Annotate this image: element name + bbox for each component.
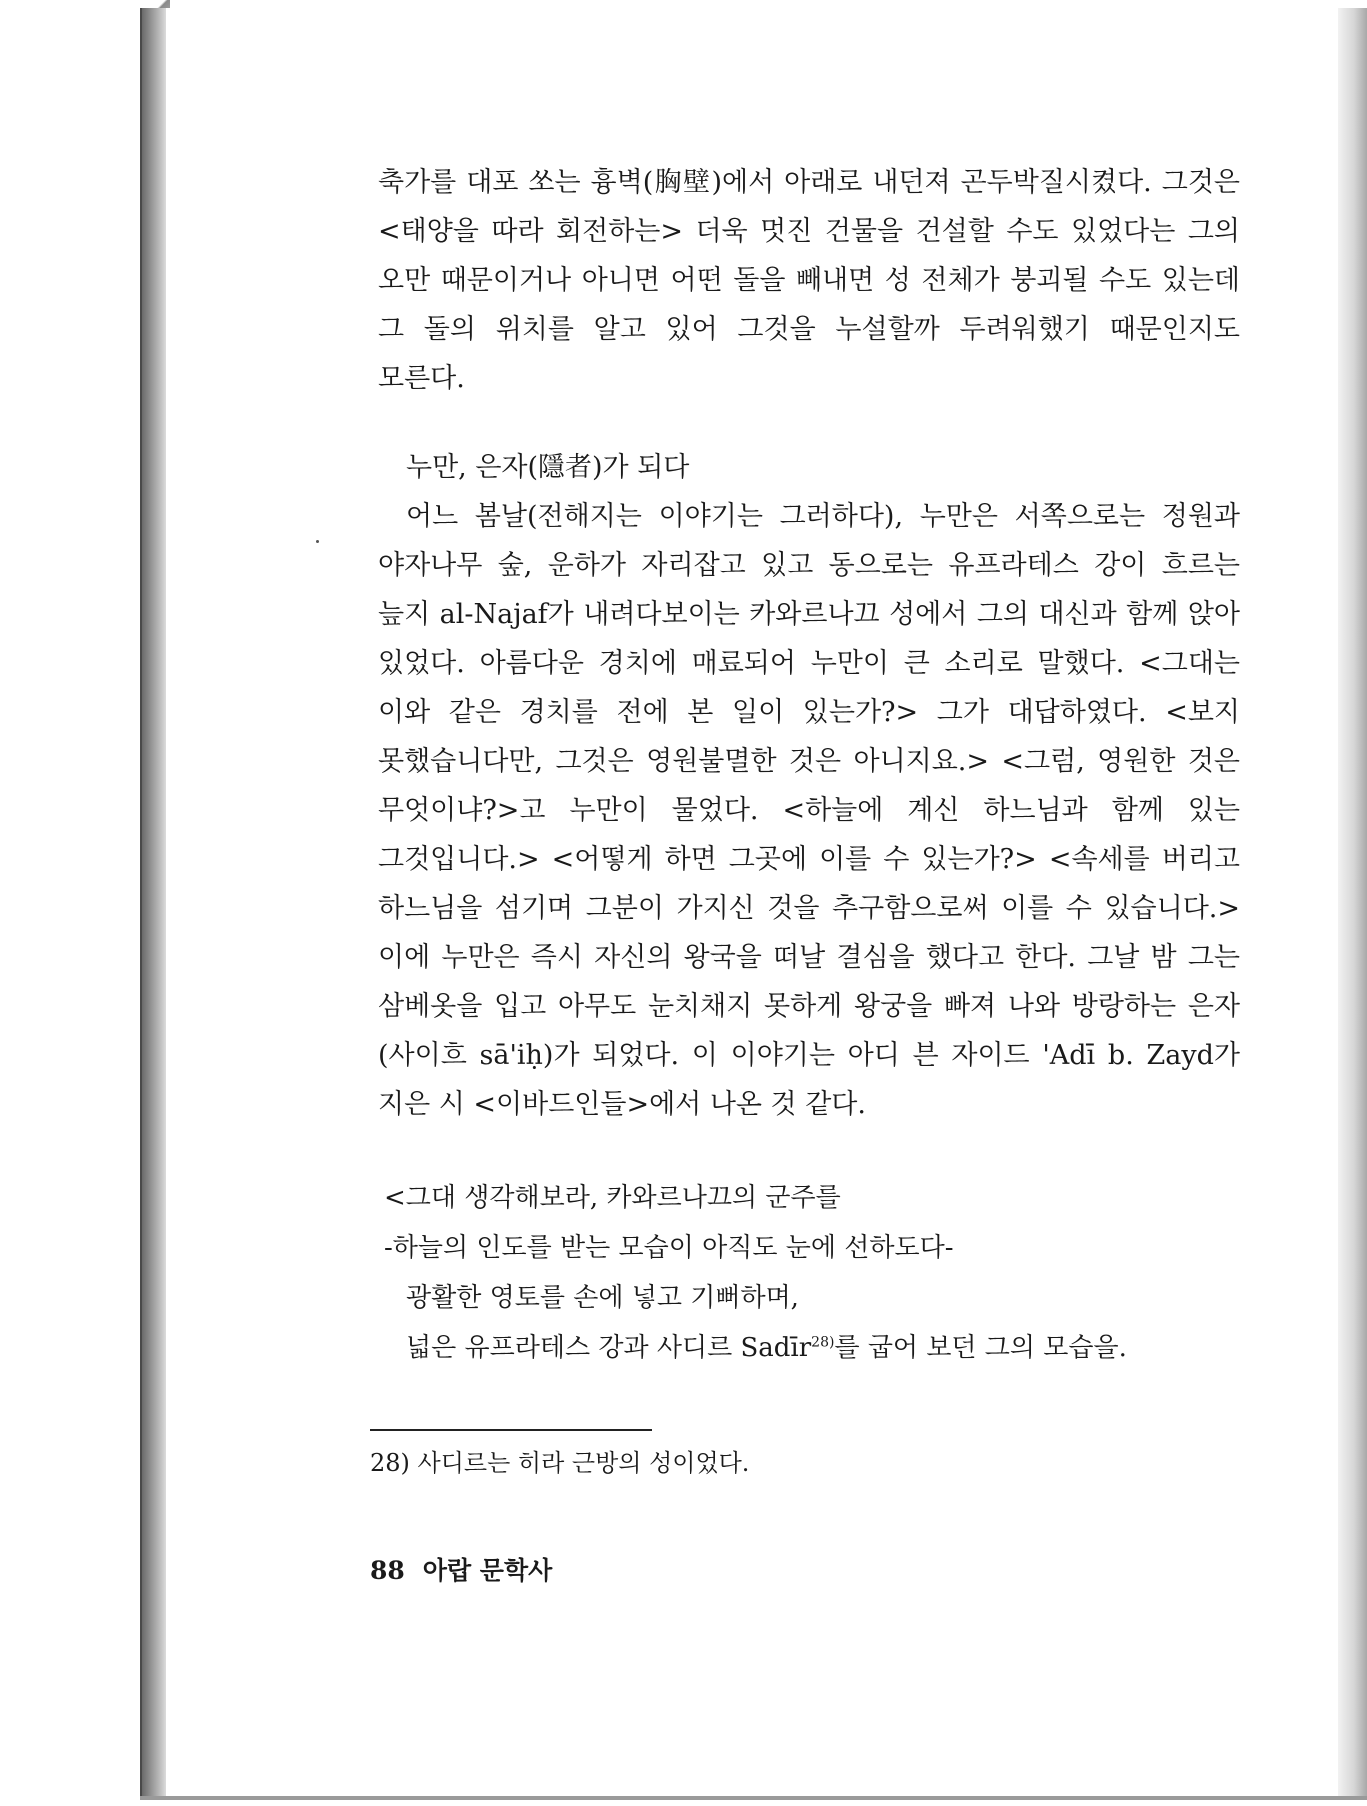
- paragraph-continuation: 축가를 대포 쏘는 흉벽(胸壁)에서 아래로 내던져 곤두박질시켰다. 그것은 <태양을 따라 회전하는> 더욱 멋진 건물을 건설할 수도 있었다는 그의 오만 때문이거나 아니면 어떤 돌을 빼내면 성 전체가 붕괴될 수도 있는데 그 돌의 위치를 알고 있어 그것을 누설할까 두려워했기 때문인지도 모른다.: [378, 167, 1240, 394]
- poem-line-4-ending: 를 굽어 보던 그의 모습을.: [834, 1333, 1127, 1363]
- poem-quote: [384, 1173, 1240, 1373]
- page-left-edge: [140, 8, 168, 1798]
- running-footer: [370, 1553, 1240, 1589]
- poem-line-4: [384, 1323, 1240, 1373]
- stray-mark: [316, 540, 319, 543]
- poem-line-1: <그대 생각해보라, 카와르나끄의 군주를: [384, 1183, 841, 1213]
- page-right-shadow: [1338, 8, 1367, 1798]
- section-title: 누만, 은자(隱者)가 되다: [406, 452, 690, 483]
- page-number: 88: [370, 1556, 405, 1585]
- footnote-divider: [370, 1429, 652, 1431]
- poem-line-2: -하늘의 인도를 받는 모습이 아직도 눈에 선하도다-: [384, 1233, 954, 1263]
- page-content: [370, 158, 1240, 1589]
- poem-line-4-text: 넓은 유프라테스 강과 사디르 Sadīr: [406, 1333, 812, 1363]
- footnote-28: 28) 사디르는 히라 근방의 성이었다.: [370, 1449, 750, 1477]
- page-bottom-edge: [140, 1796, 1367, 1800]
- paragraph-story: 어느 봄날(전해지는 이야기는 그러하다), 누만은 서쪽으로는 정원과 야자나무 숲, 운하가 자리잡고 있고 동으로는 유프라테스 강이 흐르는 늪지 al-Najaf가 내려다보이는 카와르나끄 성에서 그의 대신과 함께 앉아 있었다. 아름다운 경치에 매료되어 누만이 큰 소리로 말했다. <그대는 이와 같은 경치를 전에 본 일이 있는가?> 그가 대답하였다. <보지 못했습니다만, 그것은 영원불멸한 것은 아니지요.> <그럼, 영원한 것은 무엇이냐?>고 누만이 물었다. <하늘에 계신 하느님과 함께 있는 그것입니다.> <어떻게 하면 그곳에 이를 수 있는가?> <속세를 버리고 하느님을 섬기며 그분이 가지신 것을 추구함으로써 이를 수 있습니다.> 이에 누만은 즉시 자신의 왕국을 떠날 결심을 했다고 한다. 그날 밤 그는 삼베옷을 입고 아무도 눈치채지 못하게 왕궁을 빠져 나와 방랑하는 은자(사이흐 sā'iḥ)가 되었다. 이 이야기는 아디 븐 자이드 'Adī b. Zayd가 지은 시 <이바드인들>에서 나온 것 같다.: [378, 501, 1240, 1120]
- book-title: 아랍 문학사: [422, 1556, 553, 1585]
- footnote-marker: 28): [811, 1334, 835, 1351]
- poem-line-3: 광활한 영토를 손에 넣고 기뻐하며,: [406, 1283, 799, 1313]
